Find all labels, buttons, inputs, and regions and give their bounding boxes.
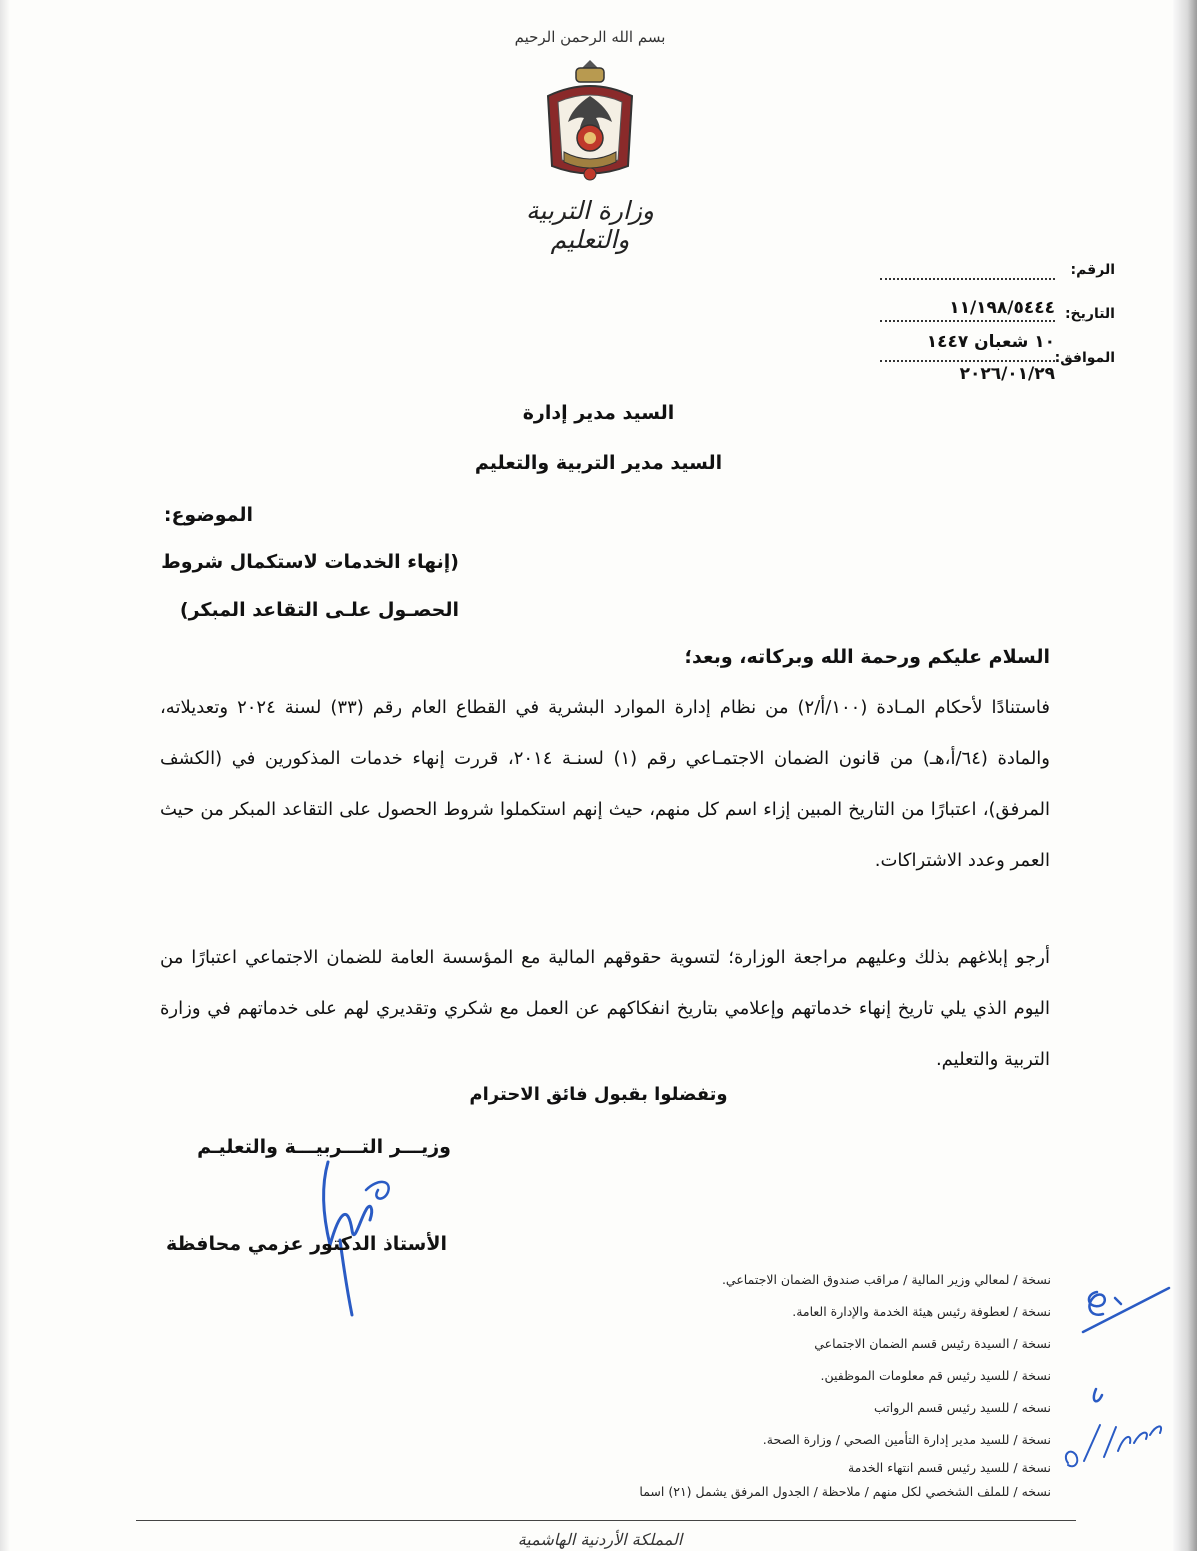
signatory-name: الأستاذ الدكتور عزمي محافظة: [166, 1233, 447, 1255]
basmala: بسم الله الرحمن الرحيم: [514, 28, 666, 46]
copy-line-8: نسخه / للملف الشخصي لكل منهم / ملاحظة / الجدول المرفق يشمل (٢١) اسما: [639, 1484, 1051, 1499]
gregorian-date: ٢٠٢٦/٠١/٢٩: [959, 364, 1055, 384]
copy-line-4: نسخة / للسيد رئيس قم معلومات الموظفين.: [820, 1368, 1051, 1383]
copy-line-7: نسخة / للسيد رئيس قسم انتهاء الخدمة: [847, 1460, 1051, 1475]
copy-line-6: نسخة / للسيد مدير إدارة التأمين الصحي / وزارة الصحة.: [762, 1432, 1051, 1447]
ministry-logo-text: وزارة التربية والتعليم: [525, 196, 654, 254]
greeting: السلام عليكم ورحمة الله وبركاته، وبعد؛: [684, 646, 1050, 668]
closing-line: وتفضلوا بقبول فائق الاحترام: [469, 1084, 728, 1105]
signatory-title: وزيـــر التـــربيـــة والتعليـم: [197, 1136, 451, 1158]
subject-label: الموضوع:: [163, 504, 253, 526]
copy-line-5: نسخه / للسيد رئيس قسم الرواتب: [873, 1400, 1051, 1415]
addressee-line-2: السيد مدير التربية والتعليم: [474, 452, 723, 474]
number-label: الرقم:: [1070, 262, 1115, 278]
subject-line-1: (إنهاء الخدمات لاستكمال شروط: [161, 551, 459, 573]
number-line: [880, 262, 1055, 280]
copy-line-1: نسخة / لمعالي وزير المالية / مراقب صندوق الضمان الاجتماعي.: [721, 1272, 1051, 1287]
footer-divider: [136, 1520, 1076, 1521]
addressee-line-1: السيد مدير إدارة: [522, 402, 675, 424]
hijri-date: ١٠ شعبان ١٤٤٧: [880, 332, 1055, 362]
corresponding-label: الموافق:: [1054, 350, 1115, 366]
date-label: التاريخ:: [1064, 306, 1115, 322]
handwritten-note-1-icon: [1075, 1282, 1175, 1342]
body-paragraph-2: أرجو إبلاغهم بذلك وعليهم مراجعة الوزارة؛ لتسوية حقوقهم المالية مع المؤسسة العامة للضمان الاجتماعي اعتبارًا من اليوم الذي يلي تاريخ إنهاء خدماتهم وإعلامي بتاريخ انفكاكهم عن العمل مع شكري وتقديري لهم على خدماتهم في وزارة التربية والتعليم.: [160, 947, 1050, 1070]
handwritten-note-2-icon: [1060, 1385, 1170, 1480]
footer-kingdom-text: المملكة الأردنية الهاشمية: [517, 1530, 683, 1549]
scan-shadow-left: [0, 0, 10, 1551]
jordan-coat-of-arms-icon: [538, 56, 642, 188]
copy-line-2: نسخة / لعطوفة رئيس هيئة الخدمة والإدارة العامة.: [792, 1304, 1051, 1319]
scan-shadow-right: [1173, 0, 1197, 1551]
date-value: ١١/١٩٨/٥٤٤٤: [880, 298, 1055, 322]
body-paragraph-1: فاستنادًا لأحكام المـادة (١٠٠/أ/٢) من نظام إدارة الموارد البشرية في القطاع العام رقم (٣٣) لسنة ٢٠٢٤ وتعديلاته، والمادة (٦٤/أ،هـ) من قانون الضمان الاجتمـاعي رقم (١) لسنـة ٢٠١٤، قررت إنهاء خدمات المذكورين في (الكشف المرفق)، اعتبارًا من التاريخ المبين إزاء اسم كل منهم، حيث إنهم استكملوا شروط الحصول على التقاعد المبكر من حيث العمر وعدد الاشتراكات.: [160, 697, 1051, 871]
subject-line-2: الحصـول علـى التقاعد المبكر): [179, 599, 459, 621]
copy-line-3: نسخة / السيدة رئيس قسم الضمان الاجتماعي: [814, 1336, 1051, 1351]
